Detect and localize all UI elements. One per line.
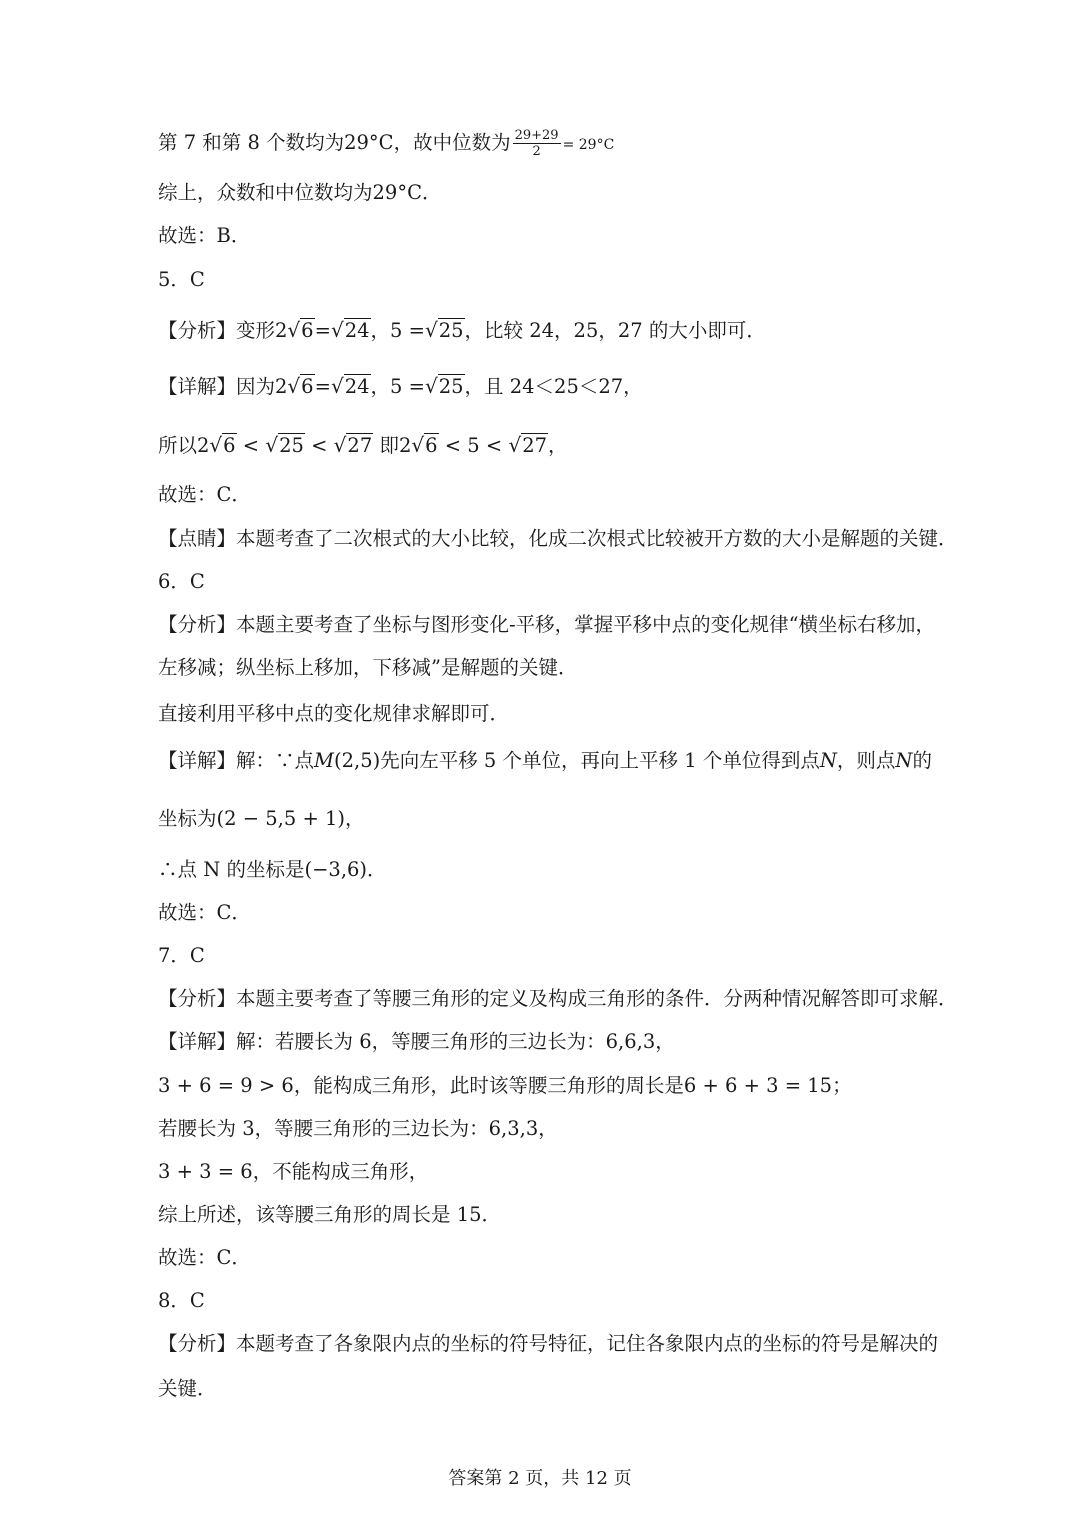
detail-line: 【详解】解：∵点M(2,5)先向左平移 5 个单位，再向上平移 1 个单位得到点N，则点N的 bbox=[158, 749, 932, 772]
analysis-line-cont: 直接利用平移中点的变化规律求解即可． bbox=[158, 702, 510, 725]
inequality-line: 所以2√6 < √25 < √27 即2√6 < 5 < √27， bbox=[158, 433, 568, 457]
question-number: 6．C bbox=[158, 570, 205, 593]
analysis-line-cont: 关键． bbox=[158, 1377, 217, 1400]
choice-line: 故选：B． bbox=[158, 224, 251, 247]
median-line: 第 7 和第 8 个数均为29°C，故中位数为 $\frac{29+29}{2}$ = 29°C bbox=[158, 128, 615, 159]
page-footer: 答案第 2 页，共 12 页 bbox=[448, 1468, 632, 1489]
sqrt-expression: √6 bbox=[209, 433, 236, 457]
sqrt-expression: √25 bbox=[424, 318, 464, 342]
detail-line-cont: 3 + 6 = 9 > 6，能构成三角形，此时该等腰三角形的周长是6 + 6 + 3 = 15； bbox=[158, 1074, 852, 1097]
analysis-line: 【分析】本题主要考查了等腰三角形的定义及构成三角形的条件．分两种情况解答即可求解． bbox=[158, 987, 958, 1010]
question-number: 8．C bbox=[158, 1289, 205, 1312]
sqrt-expression: √6 bbox=[411, 433, 438, 457]
sqrt-expression: √6 bbox=[287, 318, 314, 342]
question-number: 7．C bbox=[158, 944, 205, 967]
result-line: ∴点 N 的坐标是(−3,6)． bbox=[158, 858, 387, 881]
detail-line-cont: 3 + 3 = 6，不能构成三角形， bbox=[158, 1160, 429, 1183]
detail-line-cont: 若腰长为 3，等腰三角形的三边长为：6,3,3， bbox=[158, 1117, 558, 1140]
detail-line: 【详解】解：若腰长为 6，等腰三角形的三边长为：6,6,3， bbox=[158, 1030, 675, 1053]
analysis-line: 【分析】变形2√6=√24，5 =√25，比较 24，25，27 的大小即可． bbox=[158, 318, 766, 342]
detail-line-cont: 综上所述，该等腰三角形的周长是 15． bbox=[158, 1203, 502, 1226]
analysis-line-cont: 左移减；纵坐标上移加，下移减”是解题的关键． bbox=[158, 656, 578, 679]
choice-line: 故选：C． bbox=[158, 483, 251, 506]
detail-line: 【详解】因为2√6=√24，5 =√25，且 24＜25＜27， bbox=[158, 374, 643, 398]
sqrt-expression: √27 bbox=[333, 433, 373, 457]
question-number: 5．C bbox=[158, 268, 205, 291]
choice-line: 故选：C． bbox=[158, 1246, 251, 1269]
mode-median-summary: 综上，众数和中位数均为29°C． bbox=[158, 181, 442, 204]
sqrt-expression: √24 bbox=[330, 374, 370, 398]
sqrt-expression: √27 bbox=[508, 433, 548, 457]
comment-line: 【点睛】本题考查了二次根式的大小比较，化成二次根式比较被开方数的大小是解题的关键． bbox=[158, 527, 958, 550]
analysis-line: 【分析】本题考查了各象限内点的坐标的符号特征，记住各象限内点的坐标的符号是解决的 bbox=[158, 1332, 939, 1355]
analysis-line: 【分析】本题主要考查了坐标与图形变化-平移，掌握平移中点的变化规律“横坐标右移加， bbox=[158, 613, 936, 636]
coordinate-line: 坐标为(2 − 5,5 + 1)， bbox=[158, 807, 365, 830]
sqrt-expression: √25 bbox=[424, 374, 464, 398]
sqrt-expression: √6 bbox=[287, 374, 314, 398]
median-fraction: $\frac{29+29}{2}$ bbox=[514, 128, 559, 159]
choice-line: 故选：C． bbox=[158, 901, 251, 924]
sqrt-expression: √24 bbox=[330, 318, 370, 342]
sqrt-expression: √25 bbox=[265, 433, 304, 457]
